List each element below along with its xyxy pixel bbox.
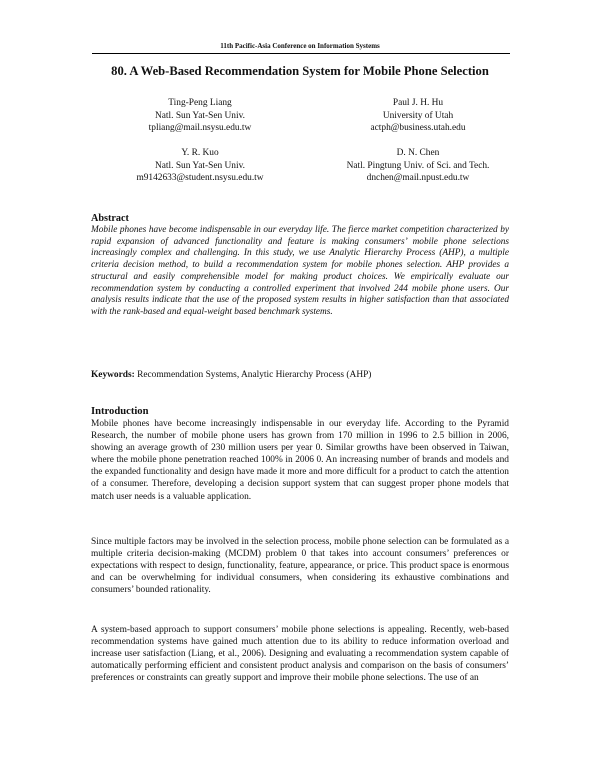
author-block xyxy=(90,97,310,135)
body-paragraph: Mobile phones have become increasingly indispensable in our everyday life. According to the Pyramid Research, the number of mobile phone users has grown from 170 million in 1996 to 2.5 billion in 2006, showing an average growth of 230 million users per year 0. Similar growths have been observed in Taiwan, where the mobile phone penetration reached 100% in 2006 0. An increasing number of brands and models and the expanded functionality and design have made it more and more difficult for a product to catch the attention of a consumer. Therefore, developing a decision support system that can suggest proper phone models that match user needs is a valuable application. xyxy=(91,419,509,502)
introduction-section xyxy=(91,406,509,503)
author-name: Ting-Peng Liang xyxy=(168,98,232,108)
paragraph-block xyxy=(91,624,509,684)
author-name: D. N. Chen xyxy=(396,148,440,158)
abstract-heading: Abstract xyxy=(91,213,129,224)
author-block xyxy=(90,147,310,185)
body-paragraph: A system-based approach to support consumers’ mobile phone selections is appealing. Recently, web-based recommendation systems have gained much attention due to its ability to reduce information overload and increase user satisfaction (Liang, et al., 2006). Designing and evaluating a recommendation system capable of automatically performing efficient and consistent product analysis and comparison on the basis of consumers’ preferences or constraints can greatly support and improve their mobile phone selections. The use of an xyxy=(91,625,509,684)
author-name: Y. R. Kuo xyxy=(181,148,219,158)
author-email[interactable]: actph@business.utah.edu xyxy=(370,123,466,133)
author-affiliation: Natl. Pingtung Univ. of Sci. and Tech. xyxy=(346,160,490,171)
author-affiliation: Natl. Sun Yat-Sen Univ. xyxy=(154,160,246,171)
abstract-section xyxy=(91,213,509,319)
keywords-line xyxy=(91,369,509,381)
author-email[interactable]: dnchen@mail.npust.edu.tw xyxy=(366,173,470,183)
author-block xyxy=(308,97,528,135)
keywords-label: Keywords: xyxy=(91,370,135,380)
author-email[interactable]: tpliang@mail.nsysu.edu.tw xyxy=(148,123,252,133)
author-affiliation: University of Utah xyxy=(382,110,454,121)
paper-title: 80. A Web-Based Recommendation System for Mobile Phone Selection xyxy=(111,64,489,78)
author-block xyxy=(308,147,528,185)
author-affiliation: Natl. Sun Yat-Sen Univ. xyxy=(154,110,246,121)
author-name: Paul J. H. Hu xyxy=(392,98,444,108)
abstract-text: Mobile phones have become indispensable in our everyday life. The fierce market competition characterized by rapid expansion of advanced functionality and feature is making consumers’ mobile phone selections increasingly complex and challenging. In this study, we use Analytic Hierarchy Process (AHP), a multiple criteria decision method, to build a recommendation system for mobile phones selection. AHP provides a structural and easily comprehensible model for making product choices. We empirically evaluate our recommendation system by conducting a controlled experiment that involved 244 mobile phone users. Our analysis results indicate that the use of the proposed system results in higher satisfaction than that associated with the rank-based and equal-weight based benchmark systems. xyxy=(91,225,509,317)
header-rule xyxy=(92,53,510,54)
author-email[interactable]: m9142633@student.nsysu.edu.tw xyxy=(136,173,264,183)
paragraph-block xyxy=(91,536,509,596)
keywords-text: Recommendation Systems, Analytic Hierarchy Process (AHP) xyxy=(137,370,372,380)
running-header: 11th Pacific-Asia Conference on Information Systems xyxy=(220,42,380,50)
body-paragraph: Since multiple factors may be involved in the selection process, mobile phone selection can be formulated as a multiple criteria decision-making (MCDM) problem 0 that takes into account consumers’ preferences or expectations with respect to design, functionality, feature, appearance, or price. This product space is enormous and can be overwhelming for individual consumers, when considering its exhaustive combinations and consumers’ bounded rationality. xyxy=(91,537,509,596)
introduction-heading: Introduction xyxy=(91,406,149,417)
